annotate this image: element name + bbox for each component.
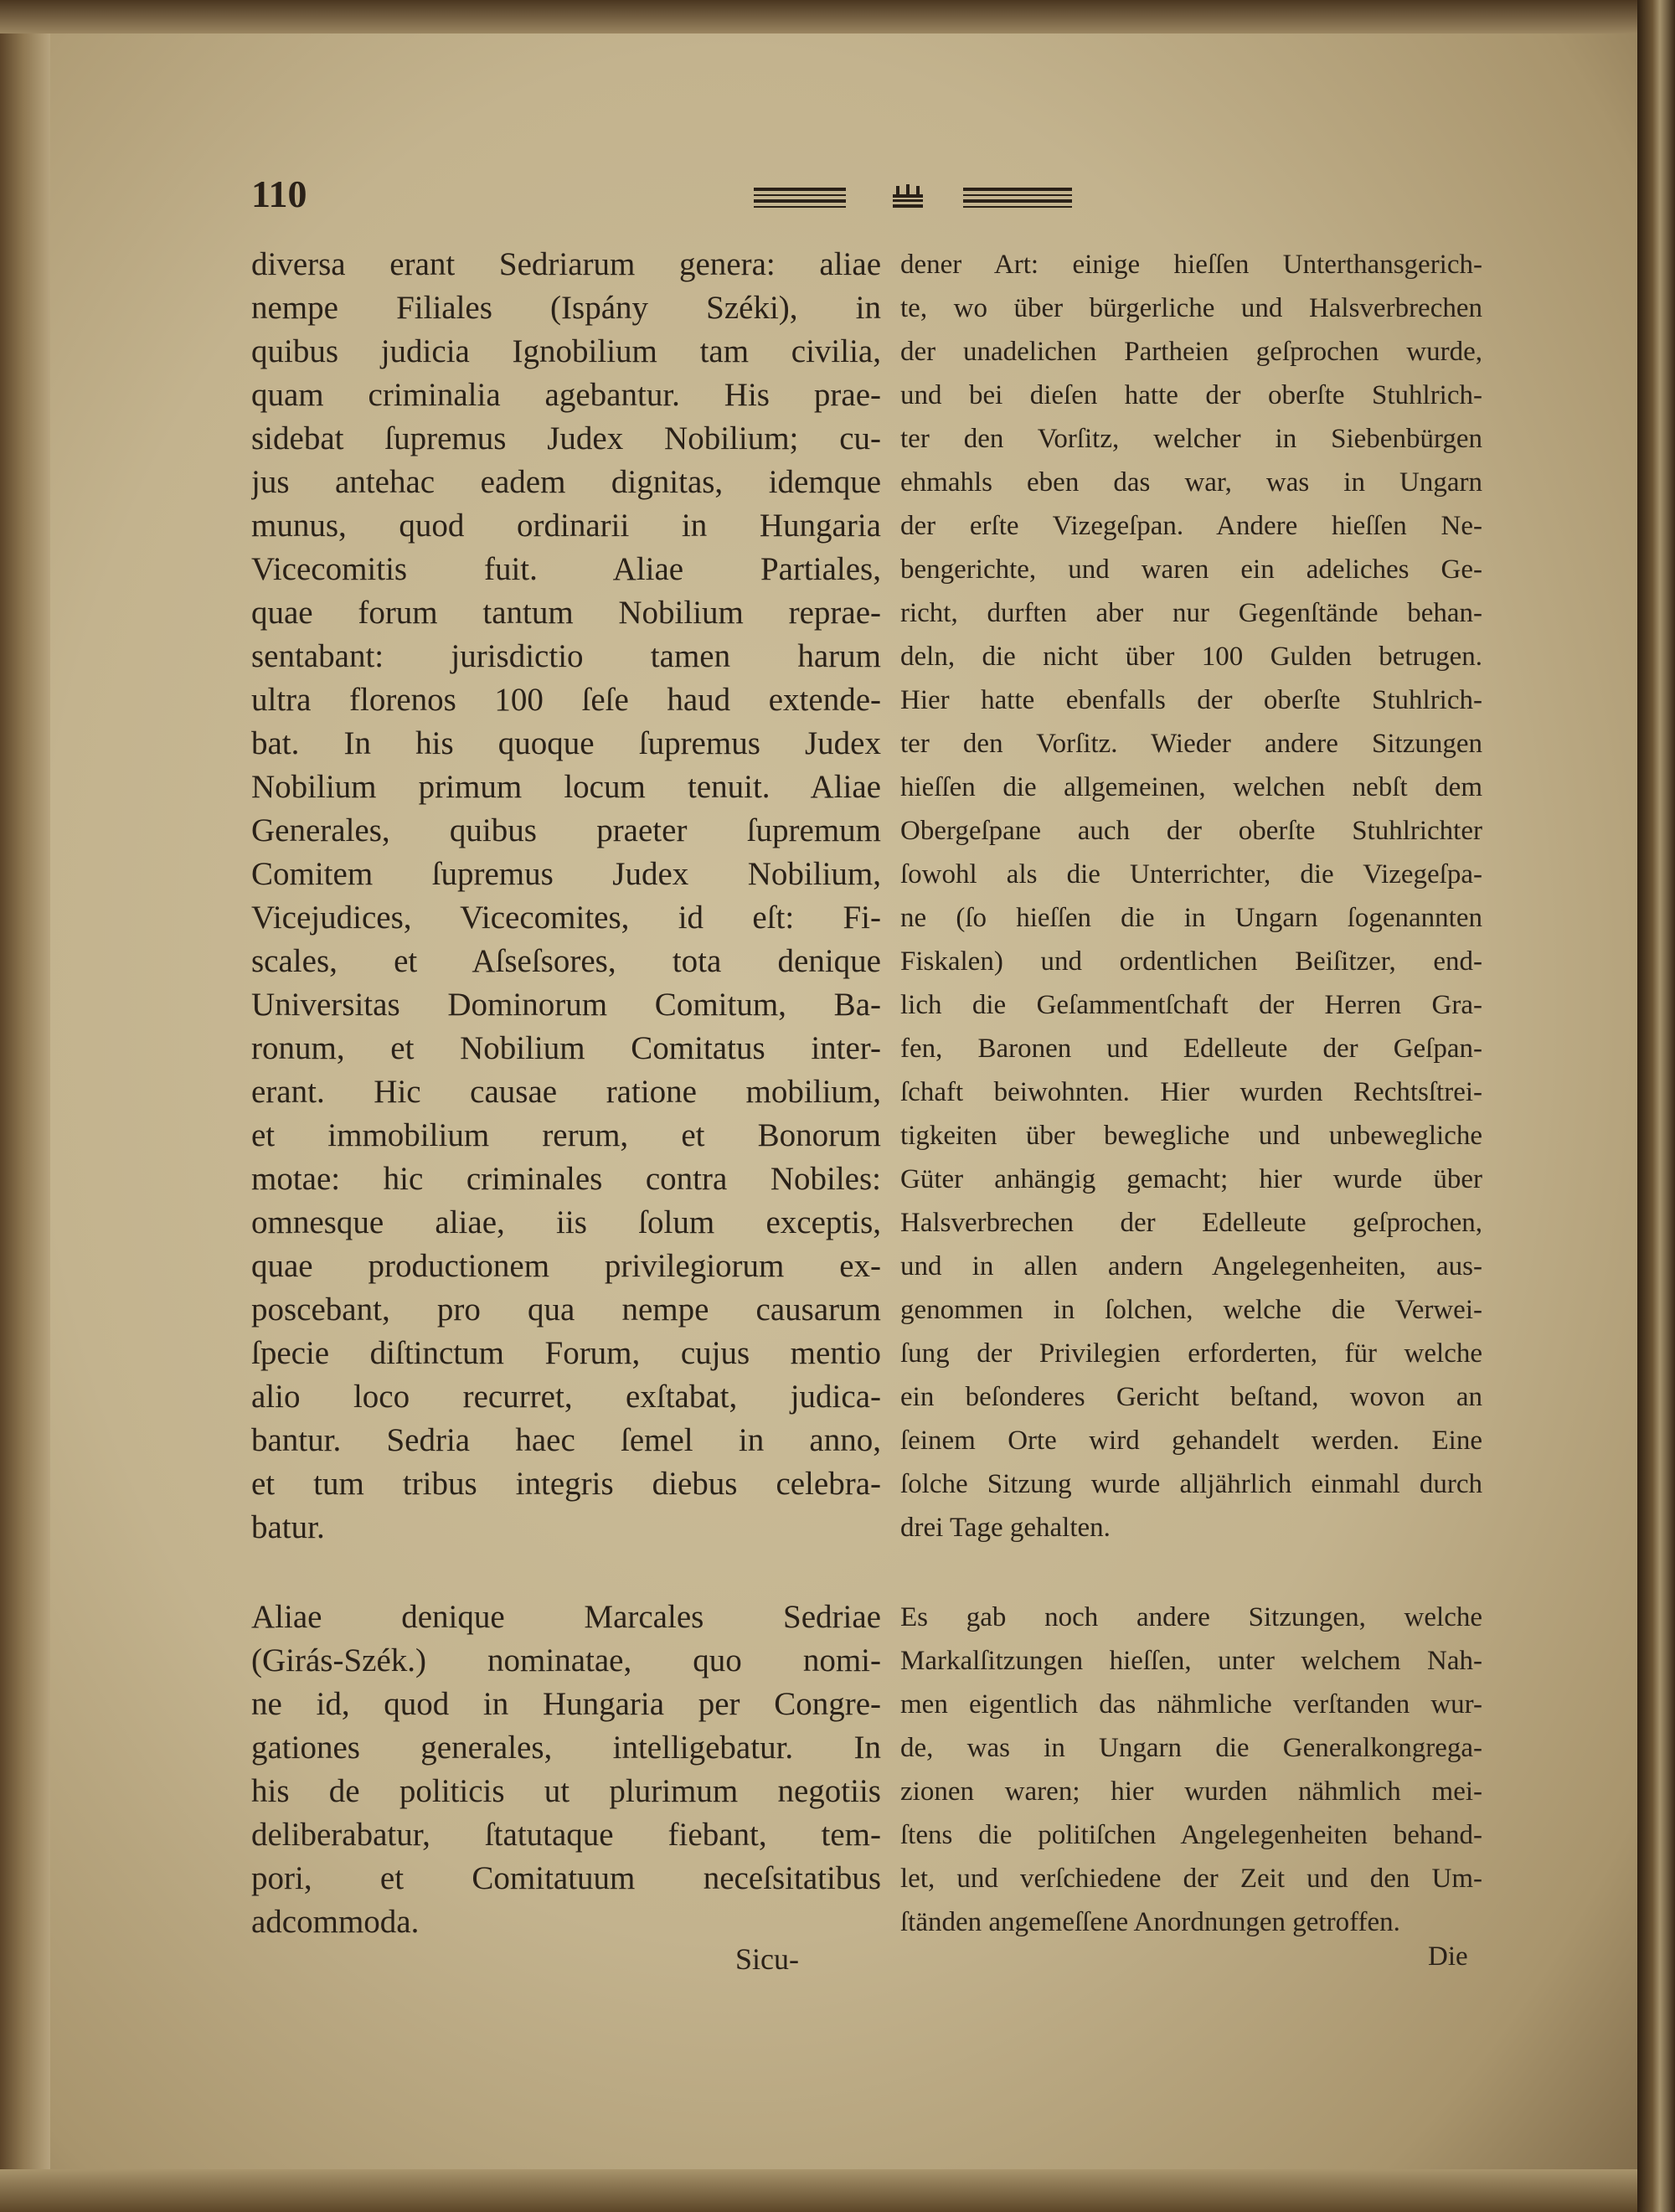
binding-edge [1637,0,1675,2212]
text-line: Aliae denique Marcales Sedriae [251,1599,881,1635]
page-left-edge [0,0,50,2212]
text-line: genommen in ſolchen, welche die Verwei- [900,1295,1482,1325]
text-line: Universitas Dominorum Comitum, Ba- [251,987,881,1023]
text-line: let, und verſchiedene der Zeit und den Um- [900,1864,1482,1894]
text-line: de, was in Ungarn die Generalkongrega- [900,1733,1482,1763]
latin-column-main [251,243,881,1549]
text-line: ſtänden angemeſſene Anordnungen getroffen. [900,1907,1400,1937]
text-line: deln, die nicht über 100 Gulden betrugen. [900,642,1482,672]
text-line: Fiskalen) und ordentlichen Beiſitzer, end- [900,946,1482,977]
text-line: scales, et Aſseſsores, tota denique [251,943,881,979]
text-line: dener Art: einige hieſſen Unterthansgerich- [900,250,1482,280]
text-line: men eigentlich das nähmliche verſtanden wur- [900,1689,1482,1720]
text-line: drei Tage gehalten. [900,1513,1111,1543]
text-line: Nobilium primum locum tenuit. Aliae [251,769,881,805]
text-line: Hier hatte ebenfalls der oberſte Stuhlrich- [900,685,1482,715]
text-line: ſtens die politiſchen Angelegenheiten behand- [900,1820,1482,1850]
text-line: Markalſitzungen hieſſen, unter welchem Nah- [900,1646,1482,1676]
text-line: quae productionem privilegiorum ex- [251,1248,881,1284]
text-line: Vicejudices, Vicecomites, id eſt: Fi- [251,900,881,936]
text-line: omnesque aliae, iis ſolum exceptis, [251,1204,881,1240]
text-line: hieſſen die allgemeinen, welchen nebſt dem [900,772,1482,802]
text-line: Generales, quibus praeter ſupremum [251,812,881,848]
text-line: erant. Hic causae ratione mobilium, [251,1074,881,1110]
text-line: Es gab noch andere Sitzungen, welche [900,1602,1482,1632]
text-line: ſpecie diſtinctum Forum, cujus mentio [251,1335,881,1371]
text-line: bantur. Sedria haec ſemel in anno, [251,1422,881,1458]
text-line: jus antehac eadem dignitas, idemque [251,464,881,500]
text-line: Güter anhängig gemacht; hier wurde über [900,1164,1482,1194]
page-top-edge [0,0,1637,34]
text-line: der unadelichen Partheien geſprochen wurde, [900,337,1482,367]
text-line: ſung der Privilegien erforderten, für welche [900,1338,1482,1369]
text-line: diversa erant Sedriarum genera: aliae [251,246,881,282]
text-line: Vicecomitis fuit. Aliae Partiales, [251,551,881,587]
text-line: zionen waren; hier wurden nähmlich mei- [900,1776,1482,1807]
text-line: Obergeſpane auch der oberſte Stuhlrichter [900,816,1482,846]
text-line: adcommoda. [251,1904,420,1940]
text-line: quibus judicia Ignobilium tam civilia, [251,333,881,369]
catchword-latin: Sicu- [735,1942,799,1976]
text-line: (Girás-Szék.) nominatae, quo nomi- [251,1642,881,1678]
header-ornament-icon [754,183,1072,213]
german-column-main [900,243,1482,1549]
text-line: ſowohl als die Unterrichter, die Vizegeſpa- [900,859,1482,889]
text-line: alio loco recurret, exſtabat, judica- [251,1379,881,1415]
text-line: et tum tribus integris diebus celebra- [251,1466,881,1502]
text-line: ne id, quod in Hungaria per Congre- [251,1686,881,1722]
page-bottom-edge [0,2169,1637,2212]
text-line: sidebat ſupremus Judex Nobilium; cu- [251,420,881,456]
text-line: lich die Geſammentſchaft der Herren Gra- [900,990,1482,1020]
text-line: et immobilium rerum, et Bonorum [251,1117,881,1153]
text-line: ſolche Sitzung wurde alljährlich einmahl durch [900,1469,1482,1499]
text-line: sentabant: jurisdictio tamen harum [251,638,881,674]
catchword-german: Die [1428,1941,1468,1972]
text-line: richt, durften aber nur Gegenſtände behan- [900,598,1482,628]
text-line: bengerichte, und waren ein adeliches Ge- [900,554,1482,585]
text-line: ne (ſo hieſſen die in Ungarn ſogenannten [900,903,1482,933]
text-line: tigkeiten über bewegliche und unbewegliche [900,1121,1482,1151]
text-line: der erſte Vizegeſpan. Andere hieſſen Ne- [900,511,1482,541]
text-line: te, wo über bürgerliche und Halsverbrechen [900,293,1482,323]
text-line: quae forum tantum Nobilium reprae- [251,595,881,631]
text-line: bat. In his quoque ſupremus Judex [251,725,881,761]
text-line: ter den Vorſitz, welcher in Siebenbürgen [900,424,1482,454]
text-line: ein beſonderes Gericht beſtand, wovon an [900,1382,1482,1412]
text-line: gationes generales, intelligebatur. In [251,1730,881,1766]
text-line: batur. [251,1509,325,1545]
text-line: deliberabatur, ſtatutaque fiebant, tem- [251,1817,881,1853]
text-line: munus, quod ordinarii in Hungaria [251,508,881,544]
text-line: ſeinem Orte wird gehandelt werden. Eine [900,1426,1482,1456]
text-line: und in allen andern Angelegenheiten, aus- [900,1251,1482,1281]
text-line: motae: hic criminales contra Nobiles: [251,1161,881,1197]
text-line: ter den Vorſitz. Wieder andere Sitzungen [900,729,1482,759]
text-line: fen, Baronen und Edelleute der Geſpan- [900,1034,1482,1064]
text-line: quam criminalia agebantur. His prae- [251,377,881,413]
latin-column-paragraph-2 [251,1596,881,1944]
german-column-paragraph-2 [900,1596,1482,1944]
text-line: his de politicis ut plurimum negotiis [251,1773,881,1809]
text-line: pori, et Comitatuum neceſsitatibus [251,1860,881,1896]
text-line: nempe Filiales (Ispány Széki), in [251,290,881,326]
text-line: ultra florenos 100 ſeſe haud extende- [251,682,881,718]
text-line: ronum, et Nobilium Comitatus inter- [251,1030,881,1066]
text-line: ehmahls eben das war, was in Ungarn [900,467,1482,498]
text-line: ſchaft beiwohnten. Hier wurden Rechtsſtrei- [900,1077,1482,1107]
text-line: poscebant, pro qua nempe causarum [251,1292,881,1328]
text-line: Comitem ſupremus Judex Nobilium, [251,856,881,892]
text-line: Halsverbrechen der Edelleute geſprochen, [900,1208,1482,1238]
page-number: 110 [251,173,307,215]
text-line: und bei dieſen hatte der oberſte Stuhlrich- [900,380,1482,410]
